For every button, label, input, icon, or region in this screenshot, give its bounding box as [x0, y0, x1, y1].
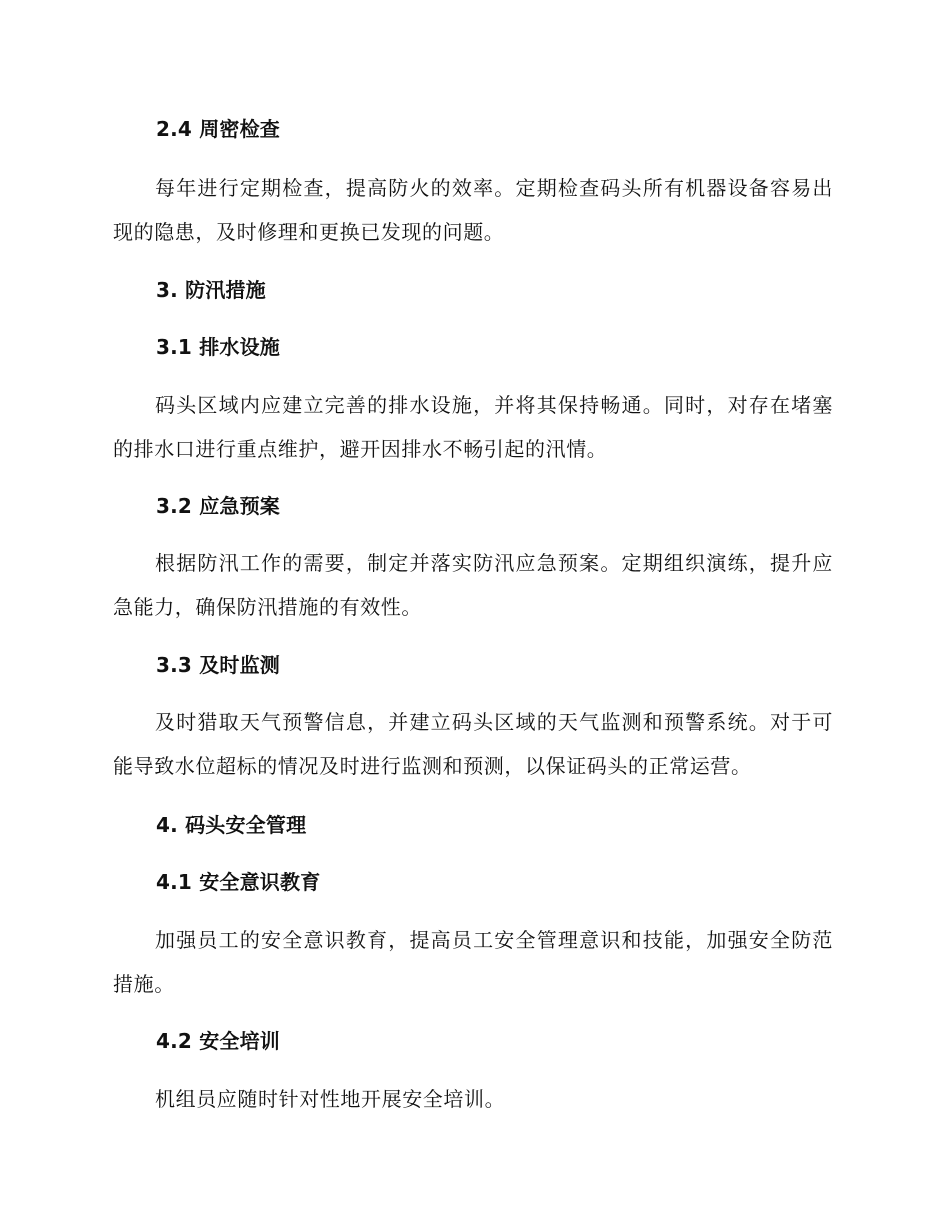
paragraph-3-3 — [113, 700, 833, 788]
heading-4-1: 4.1 安全意识教育 — [156, 870, 321, 894]
paragraph-text: 每年进行定期检查，提高防火的效率。定期检查码头所有机器设备容易出现的隐患，及时修理和更换已发现的问题。 — [113, 176, 833, 244]
heading-3: 3. 防汛措施 — [156, 278, 266, 302]
paragraph-text: 根据防汛工作的需要，制定并落实防汛应急预案。定期组织演练，提升应急能力，确保防汛措施的有效性。 — [113, 551, 833, 619]
heading-3-2: 3.2 应急预案 — [156, 494, 280, 518]
heading-2-4: 2.4 周密检查 — [156, 117, 280, 141]
heading-4: 4. 码头安全管理 — [156, 813, 307, 837]
paragraph-3-1 — [113, 383, 833, 471]
paragraph-4-2 — [113, 1077, 833, 1121]
heading-4-2: 4.2 安全培训 — [156, 1029, 280, 1053]
heading-3-3: 3.3 及时监测 — [156, 653, 280, 677]
heading-3-1: 3.1 排水设施 — [156, 335, 280, 359]
paragraph-2-4 — [113, 166, 833, 254]
paragraph-text: 加强员工的安全意识教育，提高员工安全管理意识和技能，加强安全防范措施。 — [113, 928, 833, 996]
paragraph-text: 码头区域内应建立完善的排水设施，并将其保持畅通。同时，对存在堵塞的排水口进行重点维护，避开因排水不畅引起的汛情。 — [113, 393, 833, 461]
paragraph-4-1 — [113, 918, 833, 1006]
paragraph-3-2 — [113, 541, 833, 629]
paragraph-text: 机组员应随时针对性地开展安全培训。 — [155, 1087, 506, 1111]
paragraph-text: 及时猎取天气预警信息，并建立码头区域的天气监测和预警系统。对于可能导致水位超标的情况及时进行监测和预测，以保证码头的正常运营。 — [113, 710, 833, 778]
